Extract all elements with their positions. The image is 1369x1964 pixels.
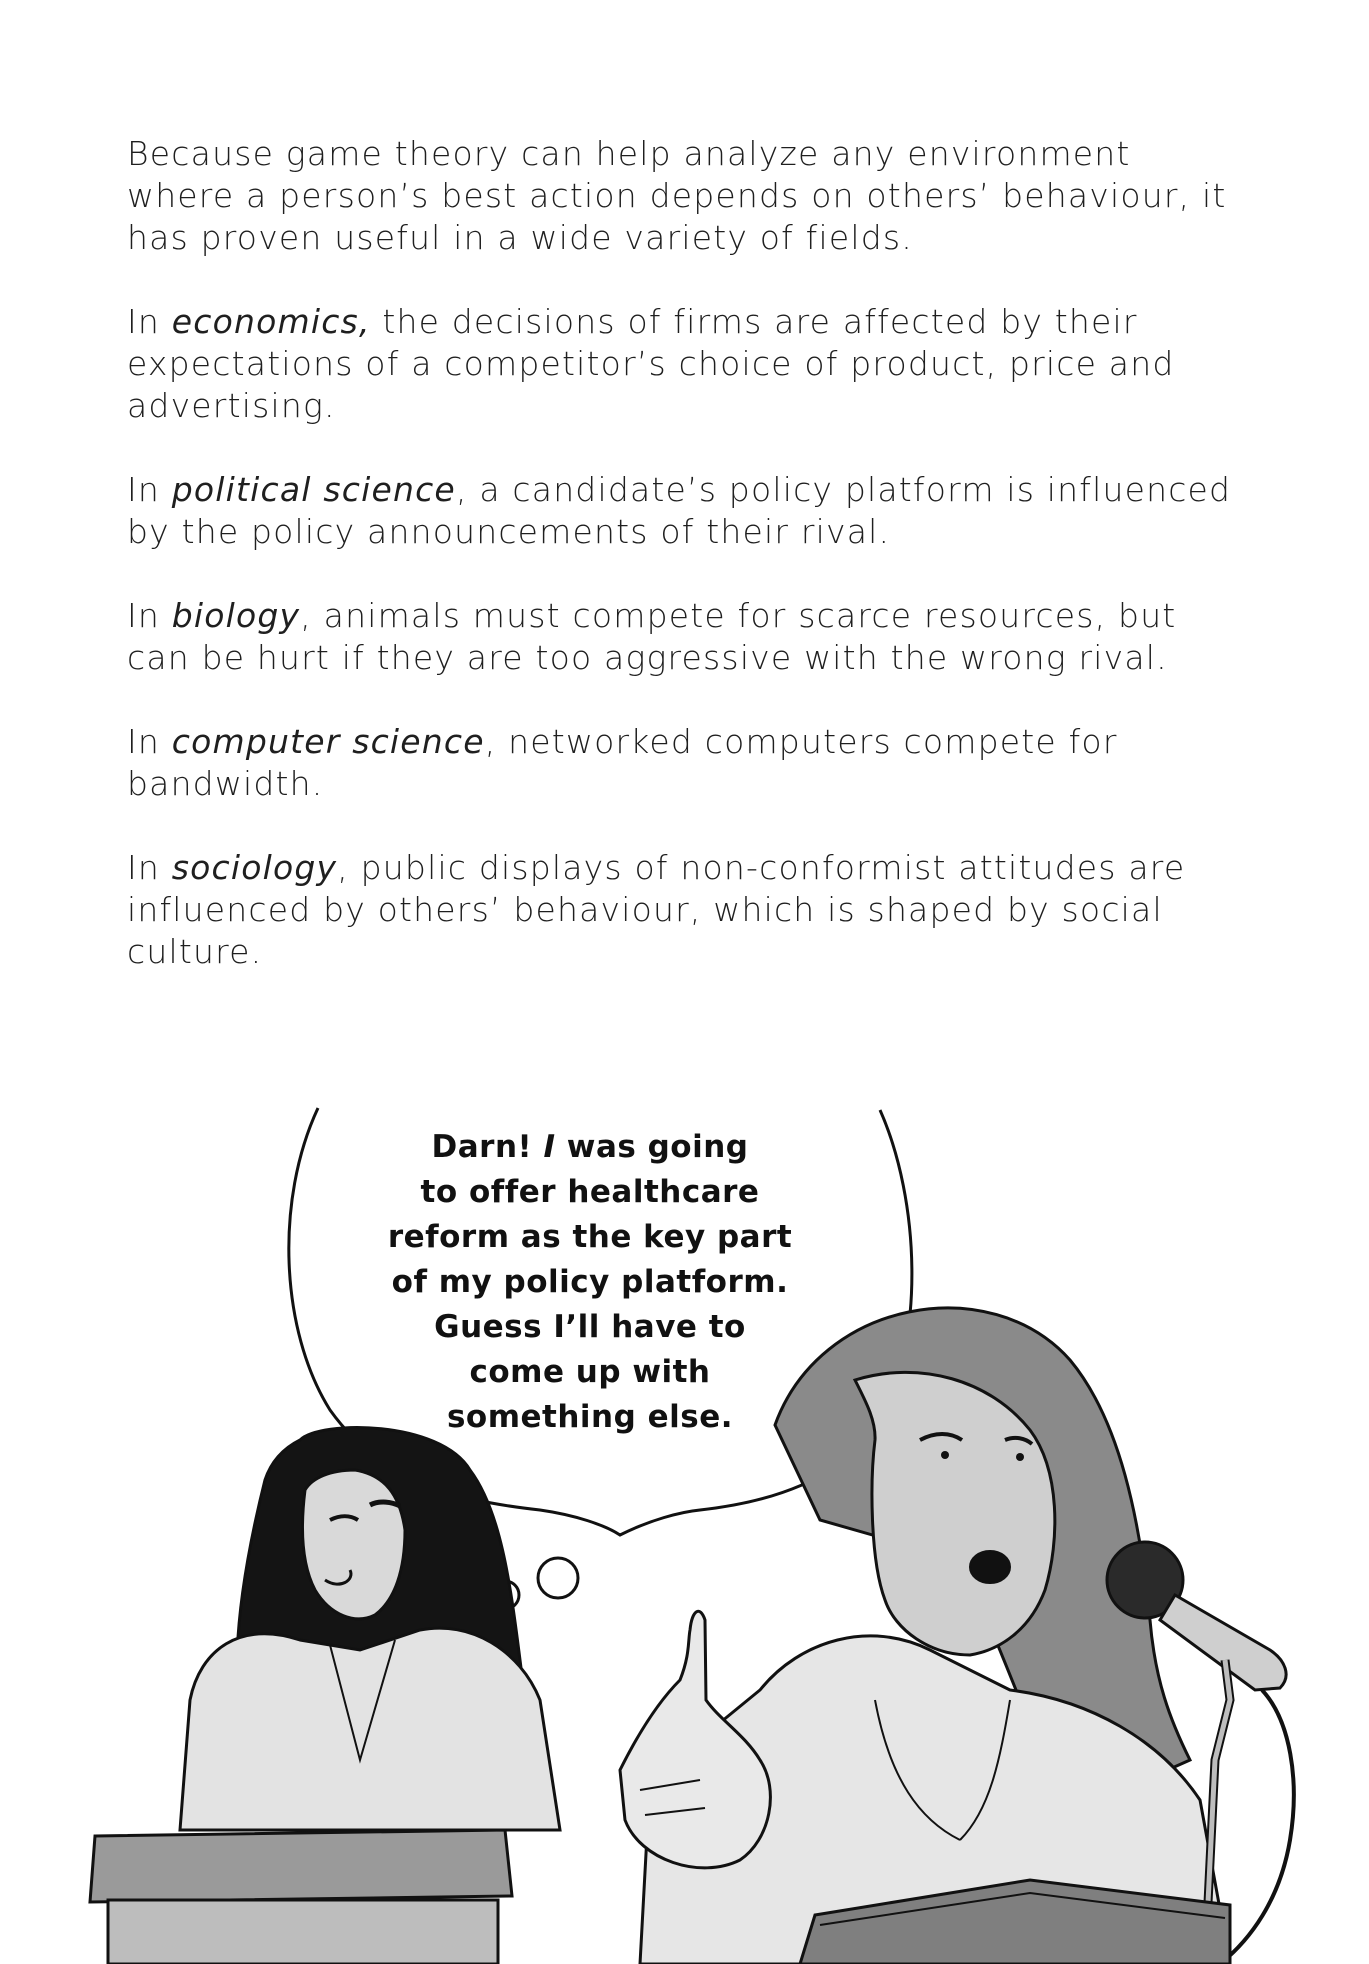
paragraph-intro: Because game theory can help analyze any environment where a person’s best action depends on others’ behaviour, it has proven useful in a wide variety of fields. [127,134,1227,257]
field-term: biology [171,596,301,635]
paragraph-economics: In economics, the decisions of firms are affected by their expectations of a competitor’s choice of product, price and advertising. [127,302,1175,425]
field-term: computer science [171,722,485,761]
field-term: economics, [171,302,371,341]
body-text [127,133,1247,1015]
field-term: political science [171,470,456,509]
field-term: sociology [171,848,338,887]
paragraph-sociology: In sociology, public displays of non-conformist attitudes are influenced by others’ behaviour, which is shaped by social culture. [127,848,1186,971]
paragraph-biology: In biology, animals must compete for scarce resources, but can be hurt if they are too aggressive with the wrong rival. [127,596,1177,677]
paragraph-computer-science: In computer science, networked computers compete for bandwidth. [127,722,1118,803]
thought-bubble-dot-large [538,1558,578,1598]
thought-bubble-text: Darn! I was going to offer healthcare reform as the key part of my policy platform. Guess I’ll have to come up with something else. [387,1129,793,1435]
paragraph-political-science: In political science, a candidate’s policy platform is influenced by the policy announcements of their rival. [127,470,1232,551]
left-podium [90,1830,512,1964]
